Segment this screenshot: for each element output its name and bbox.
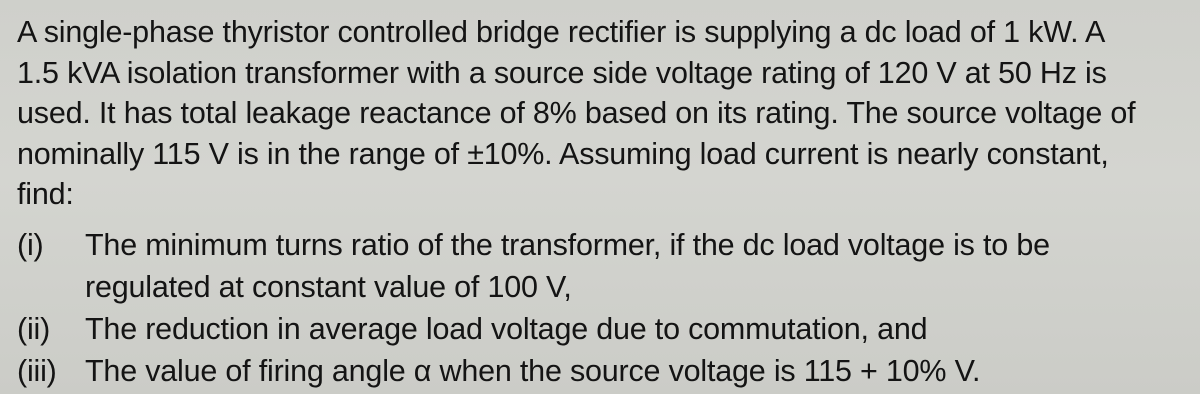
sub-question-list: [17, 224, 1187, 392]
sub-question-number: (iii): [17, 354, 57, 388]
sub-question-text: [85, 224, 1187, 308]
sub-question-line: The value of firing angle α when the source voltage is 115 + 10% V.: [85, 354, 981, 388]
sub-question-number: (i): [17, 228, 44, 262]
sub-question-line: The minimum turns ratio of the transformer, if the dc load voltage is to be: [85, 228, 1050, 262]
sub-question-number: (ii): [17, 312, 51, 346]
sub-question-ii: [17, 308, 1187, 350]
statement-line-3: used. It has total leakage reactance of 8% based on its rating. The source voltage of: [17, 96, 1136, 130]
sub-question-text: [85, 308, 1187, 350]
statement-line-5: find:: [17, 177, 74, 211]
sub-question-text: [85, 350, 1187, 392]
statement-line-2: 1.5 kVA isolation transformer with a source side voltage rating of 120 V at 50 Hz is: [17, 55, 1107, 90]
sub-question-line: regulated at constant value of 100 V,: [85, 270, 572, 304]
sub-question-i: [17, 224, 1187, 308]
sub-question-line: The reduction in average load voltage due to commutation, and: [85, 312, 928, 346]
sub-question-iii: [17, 350, 1187, 392]
statement-line-4: nominally 115 V is in the range of ±10%. Assuming load current is nearly constant,: [17, 136, 1109, 171]
problem-statement: [17, 12, 1187, 215]
statement-line-1: A single-phase thyristor controlled bridge rectifier is supplying a dc load of 1 kW. A: [17, 15, 1106, 49]
